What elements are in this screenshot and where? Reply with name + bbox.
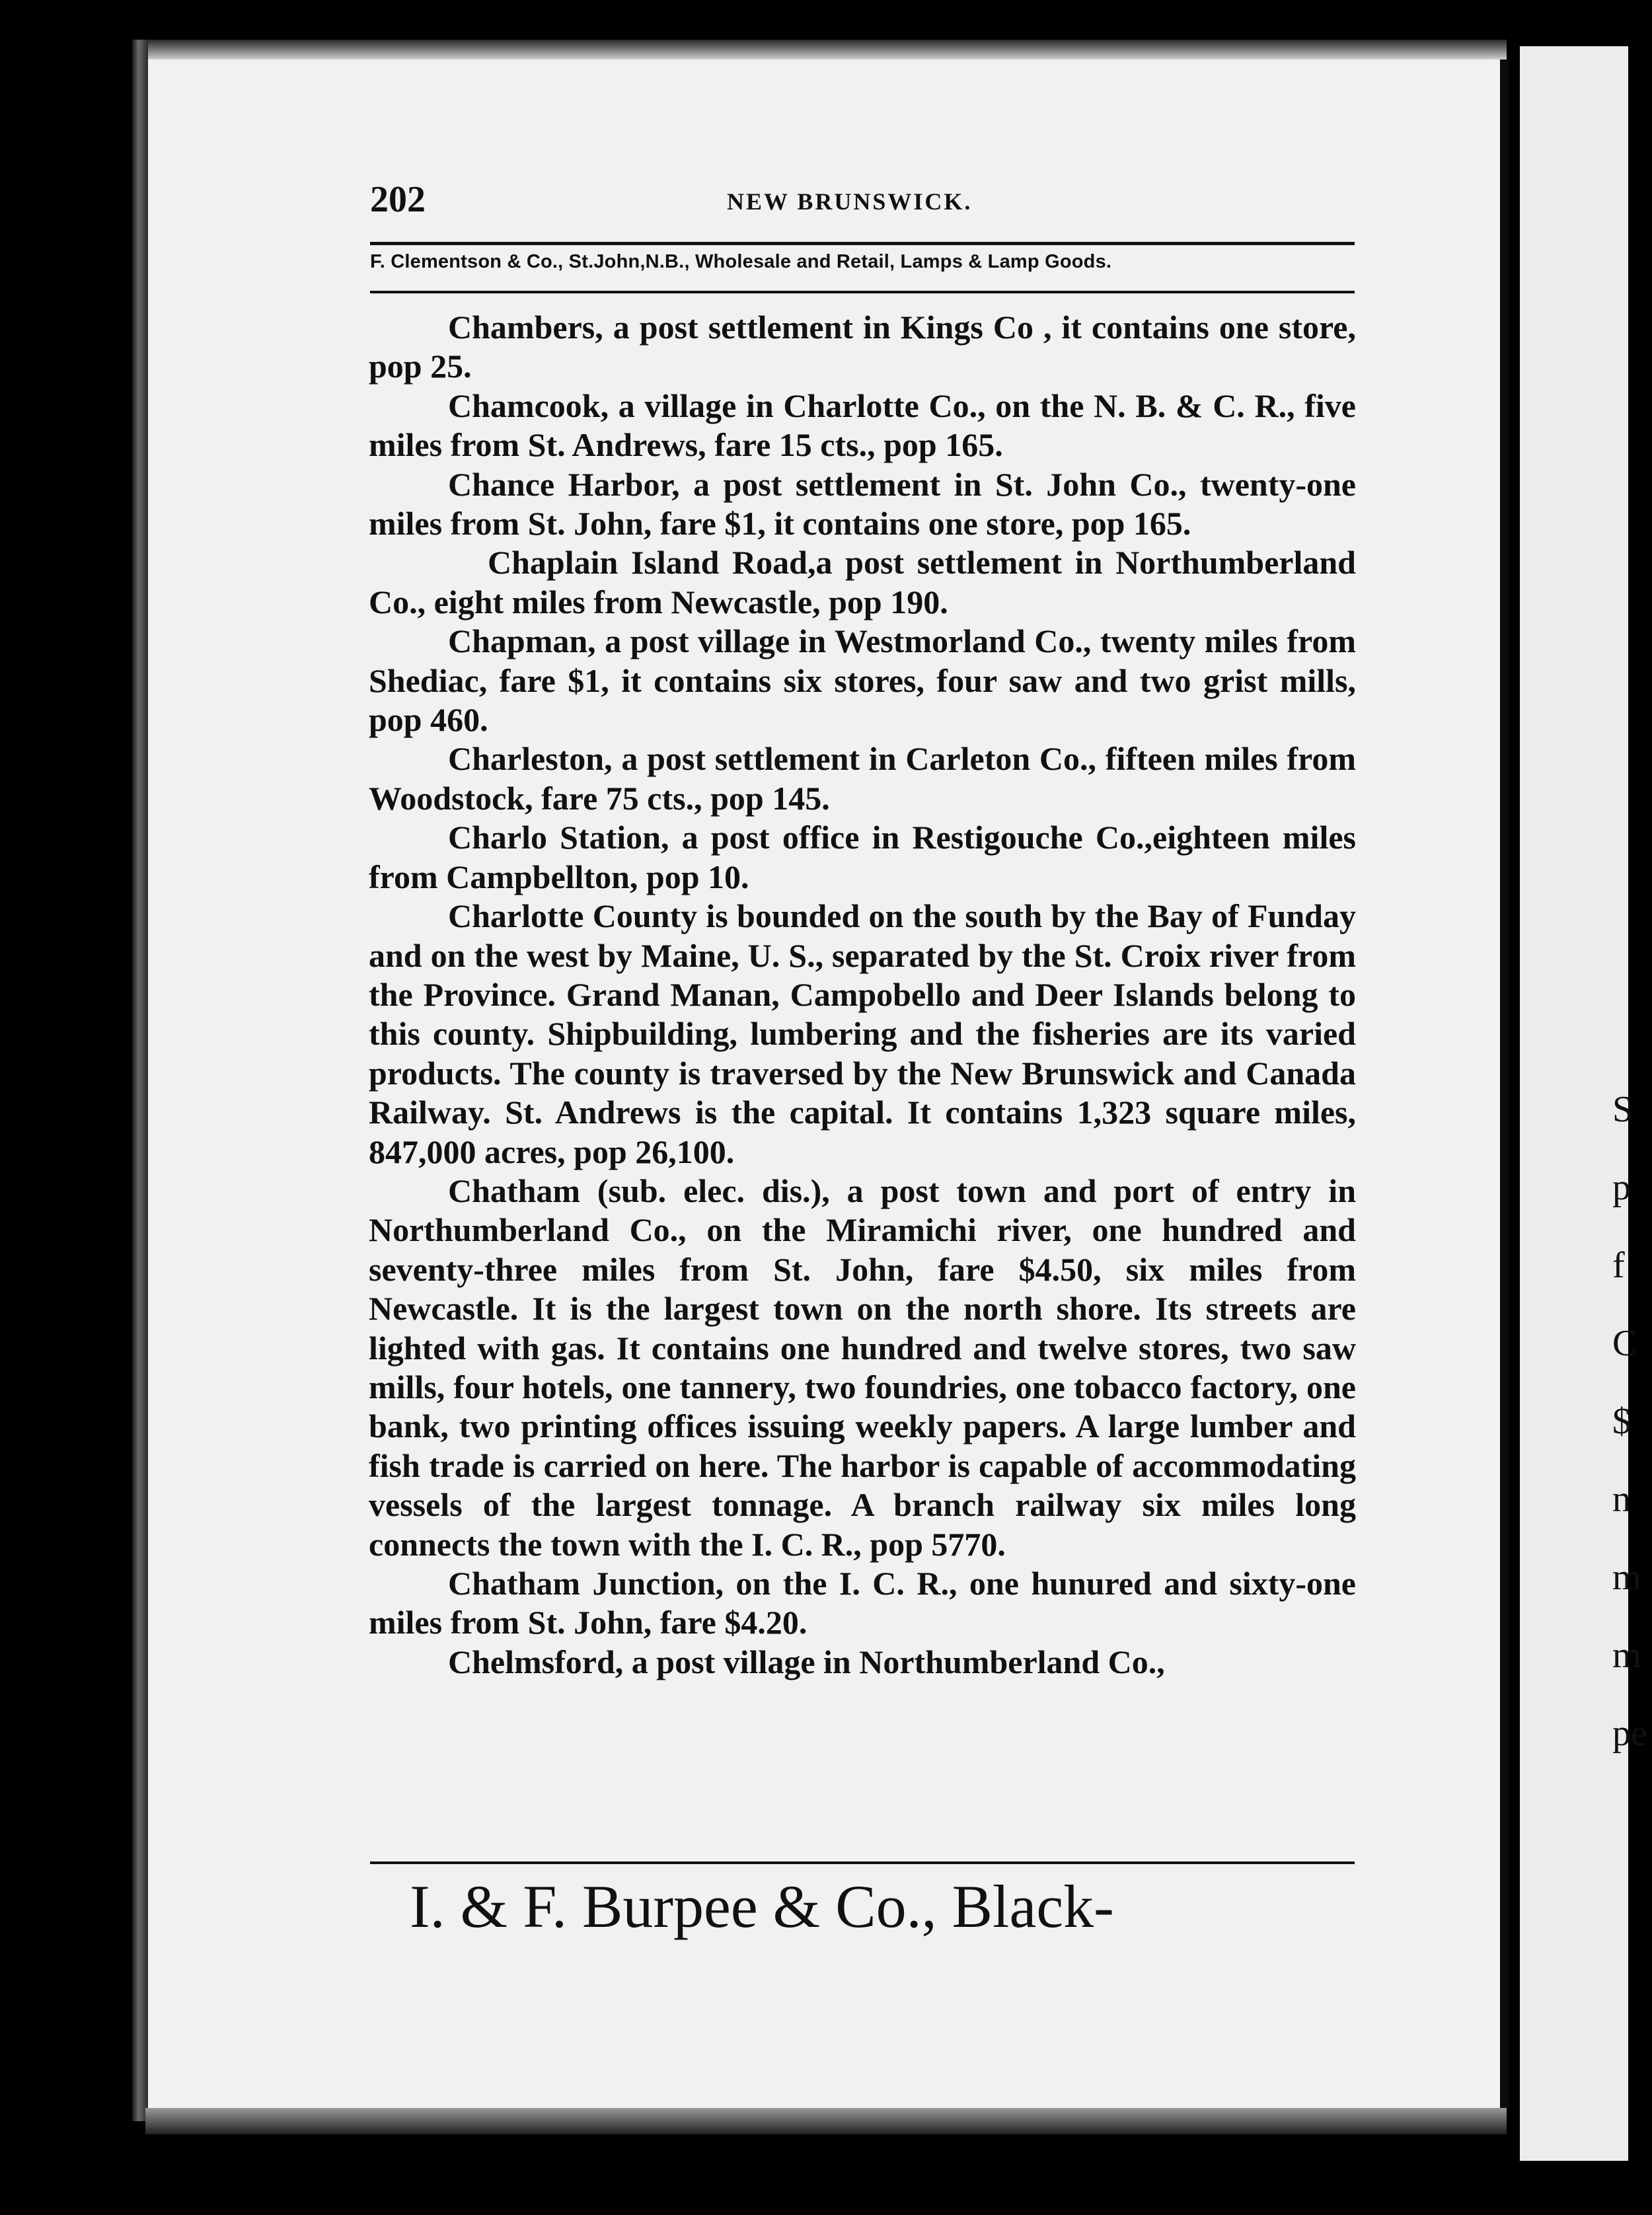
fragment: f: [1612, 1245, 1625, 1286]
page-header: [370, 178, 1355, 218]
page-top-edge: [132, 40, 1507, 59]
fragment: S: [1612, 1089, 1633, 1130]
entry-charlo-station: Charlo Station, a post office in Restigouche Co.,eighteen miles from Campbellton, pop 10.: [369, 819, 1356, 895]
fragment: m: [1612, 1557, 1641, 1598]
fragment: C: [1612, 1323, 1637, 1364]
page-bottom-edge: [145, 2108, 1507, 2134]
entry-chambers: Chambers, a post settlement in Kings Co , it contains one store, pop 25.: [369, 309, 1356, 385]
gutter-shadow: [1500, 59, 1509, 2108]
header-rule: [370, 242, 1355, 245]
fragment: m: [1612, 1635, 1641, 1676]
footer-rule: [370, 1861, 1355, 1864]
entry-charleston: Charleston, a post settlement in Carleton Co., fifteen miles from Woodstock, fare 75 cts., pop 145.: [369, 740, 1356, 817]
page-number: 202: [370, 179, 426, 220]
entry-chelmsford: Chelmsford, a post village in Northumberland Co.,: [448, 1643, 1165, 1680]
entry-chatham: Chatham (sub. elec. dis.), a post town and port of entry in Northumberland Co., on the Miramichi river, one hundred and seventy-three miles from St. John, fare $4.50, six miles from Newcastle. It is the largest town on the north shore. Its streets are lighted with gas. It contains one hundred and twelve stores, two saw mills, four hotels, one tannery, two foundries, one tobacco factory, one bank, two printing offices issuing weekly papers. A large lumber and fish trade is carried on here. The harbor is capable of accommodating vessels of the largest tonnage. A branch railway six miles long connects the town with the I. C. R., pop 5770.: [369, 1172, 1356, 1563]
entry-charlotte-county: Charlotte County is bounded on the south by the Bay of Funday and on the west by Maine, U. S., separated by the St. Croix river from the Province. Grand Manan, Campobello and Deer Islands belong to this county. Shipbuilding, lumbering and the fisheries are its varied products. The county is traversed by the New Brunswick and Canada Railway. St. Andrews is the capital. It contains 1,323 square miles, 847,000 acres, pop 26,100.: [369, 897, 1356, 1170]
running-title: NEW BRUNSWICK.: [727, 188, 973, 215]
fragment: p: [1612, 1167, 1631, 1208]
fragment: pe: [1612, 1713, 1647, 1754]
fragment: $: [1612, 1401, 1631, 1442]
facing-page-fragments: [1612, 1070, 1652, 1772]
entry-chatham-junction: Chatham Junction, on the I. C. R., one hunured and sixty-one miles from St. John, fare $4.20.: [369, 1565, 1356, 1641]
entry-chamcook: Chamcook, a village in Charlotte Co., on the N. B. & C. R., five miles from St. Andrews, fare 15 cts., pop 165.: [369, 387, 1356, 464]
entry-chance-harbor: Chance Harbor, a post settlement in St. John Co., twenty-one miles from St. John, fare $1, it contains one store, pop 165.: [369, 465, 1356, 543]
fragment: n: [1612, 1479, 1631, 1520]
header-advert-line: F. Clementson & Co., St.John,N.B., Wholesale and Retail, Lamps & Lamp Goods.: [370, 251, 1112, 272]
entry-chaplain-island-road: Chaplain Island Road,a post settlement in Northumberland Co., eight miles from Newcastle, pop 190.: [369, 544, 1356, 620]
advert-rule: [370, 291, 1355, 293]
page-left-edge: [132, 40, 148, 2121]
gazetteer-entries: [369, 308, 1356, 1682]
footer-advert: I. & F. Burpee & Co., Black-: [410, 1873, 1114, 1940]
entry-chapman: Chapman, a post village in Westmorland Co., twenty miles from Shediac, fare $1, it contains six stores, four saw and two grist mills, pop 460.: [369, 622, 1356, 739]
